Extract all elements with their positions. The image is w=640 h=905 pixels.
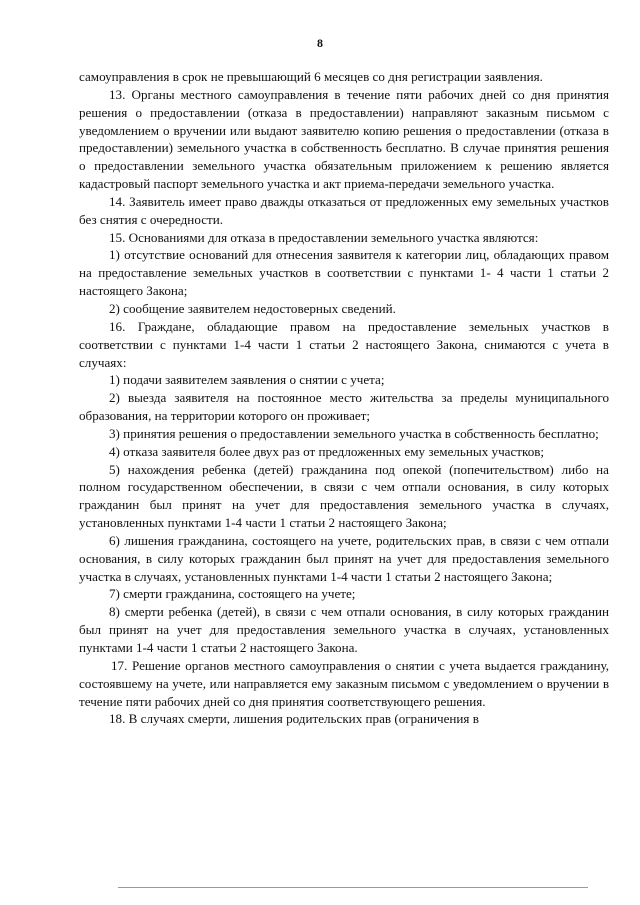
paragraph-16-item-1: 1) подачи заявителем заявления о снятии с учета; [109, 372, 385, 388]
paragraph-16-item-7: 7) смерти гражданина, состоящего на учете; [109, 586, 356, 602]
document-body [79, 68, 609, 728]
paragraph-16-item-2: 2) выезда заявителя на постоянное место жительства за пределы муниципального образования, на территории которого он проживает; [79, 390, 609, 424]
paragraph-13: 13. Органы местного самоуправления в течение пяти рабочих дней со дня принятия решения о предоставлении (отказа в предоставлении) направляют заказным письмом с уведомлением о вручении или выдают заявителю копию решения о предоставлении (отказа в предоставлении) земельного участка в собственность бесплатно. В случае принятия решения о предоставлении земельного участка обязательным приложением к решению является кадастровый паспорт земельного участка и акт приема-передачи земельного участка. [79, 86, 609, 192]
paragraph-15-item-2: 2) сообщение заявителем недостоверных сведений. [109, 300, 396, 316]
paragraph-14: 14. Заявитель имеет право дважды отказаться от предложенных ему земельных участков без снятия с очередности. [79, 193, 609, 227]
paragraph-15: 15. Основаниями для отказа в предоставлении земельного участка являются: [109, 229, 539, 245]
paragraph-16-item-8: 8) смерти ребенка (детей), в связи с чем отпали основания, в силу которых гражданин был принят на учет для предоставления земельного участка в случаях, установленных пунктами 1-4 части 1 статьи 2 настоящего Закона. [79, 604, 609, 655]
paragraph-16-item-5: 5) нахождения ребенка (детей) гражданина под опекой (попечительством) либо на полном государственном обеспечении, в связи с чем отпали основания, в силу которых гражданин был принят на учет для предоставления земельного участка в случаях, установленных пунктами 1-4 части 1 статьи 2 настоящего Закона; [79, 461, 609, 531]
paragraph-17: 17. Решение органов местного самоуправления о снятии с учета выдается гражданину, состоявшему на учете, или направляется ему заказным письмом с уведомлением о вручении в течение пяти рабочих дней со дня принятия соответствующего решения. [79, 657, 609, 709]
page-number: 8 [317, 36, 323, 50]
paragraph-16-item-4: 4) отказа заявителя более двух раз от предложенных ему земельных участков; [109, 443, 545, 459]
paragraph-16: 16. Граждане, обладающие правом на предоставление земельных участков в соответствии с пунктами 1-4 части 1 статьи 2 настоящего Закона, снимаются с учета в случаях: [79, 318, 609, 370]
paragraph-15-item-1: 1) отсутствие оснований для отнесения заявителя к категории лиц, обладающих правом на предоставление земельных участков в соответствии с пунктами 1- 4 части 1 статьи 2 настоящего Закона; [79, 247, 609, 299]
paragraph-18: 18. В случаях смерти, лишения родительских прав (ограничения в [109, 711, 479, 727]
paragraph-16-item-3: 3) принятия решения о предоставлении земельного участка в собственность бесплатно; [109, 425, 599, 441]
paragraph-16-item-6: 6) лишения гражданина, состоящего на учете, родительских прав, в связи с чем отпали основания, в силу которых гражданин был принят на учет для предоставления земельного участка в случаях, установленных пунктами 1-4 части 1 статьи 2 настоящего Закона; [79, 532, 609, 584]
paragraph-continuation: самоуправления в срок не превышающий 6 месяцев со дня регистрации заявления. [79, 69, 543, 84]
bottom-scan-line [118, 887, 588, 888]
